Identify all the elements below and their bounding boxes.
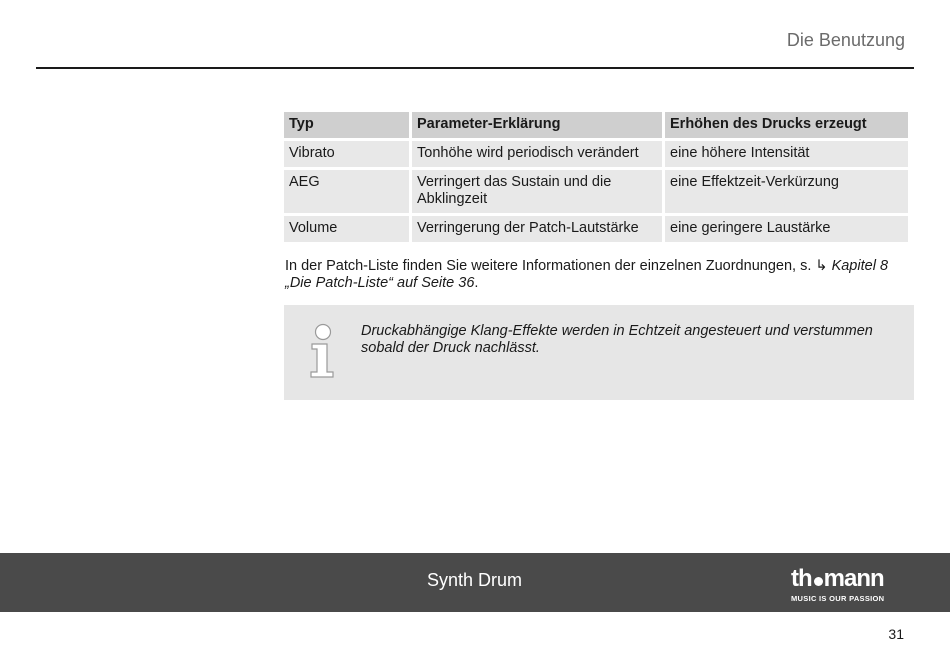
column-header-effect: Erhöhen des Drucks erzeugt	[665, 112, 908, 138]
reference-note-end: .	[474, 275, 479, 291]
cell-parameter: Verringert das Sustain und die Abklingzeit	[412, 170, 662, 213]
header-divider	[36, 67, 914, 69]
info-icon	[308, 323, 338, 384]
cell-type: AEG	[284, 170, 409, 213]
cell-parameter: Tonhöhe wird periodisch verändert	[412, 141, 662, 167]
chapter-link[interactable]: Kapitel 8 „Die Patch-Liste“ auf Seite 36	[285, 258, 889, 291]
column-header-parameter: Parameter-Erklärung	[412, 112, 662, 138]
logo-dot-icon	[814, 577, 823, 586]
cell-effect: eine höhere Intensität	[665, 141, 908, 167]
logo-tagline: MUSIC IS OUR PASSION	[791, 594, 885, 603]
cell-effect: eine geringere Laustärke	[665, 216, 908, 242]
logo-text-right: mann	[823, 565, 884, 592]
info-box	[284, 305, 914, 400]
table-row	[284, 216, 908, 242]
table-row	[284, 141, 908, 167]
table-row	[284, 170, 908, 213]
logo-text-left: th	[791, 565, 812, 592]
parameter-table	[281, 109, 911, 245]
product-title: Synth Drum	[427, 570, 523, 590]
footer-bar	[0, 553, 950, 612]
page-number: 31	[888, 626, 904, 642]
cell-effect: eine Effektzeit-Verkürzung	[665, 170, 908, 213]
column-header-typ: Typ	[284, 112, 409, 138]
table-header-row	[284, 112, 908, 138]
info-text: Druckabhängige Klang-Effekte werden in Echtzeit angesteuert und verstummen sobald der Druck nachlässt.	[361, 323, 873, 356]
cell-type: Volume	[284, 216, 409, 242]
reference-note-text: In der Patch-Liste finden Sie weitere Informationen der einzelnen Zuordnungen, s.	[285, 258, 816, 274]
cell-type: Vibrato	[284, 141, 409, 167]
thomann-logo	[791, 567, 884, 603]
cell-parameter: Verringerung der Patch-Lautstärke	[412, 216, 662, 242]
reference-note	[285, 258, 913, 292]
section-title: Die Benutzung	[786, 30, 905, 50]
link-arrow-icon: ↳	[815, 258, 828, 274]
